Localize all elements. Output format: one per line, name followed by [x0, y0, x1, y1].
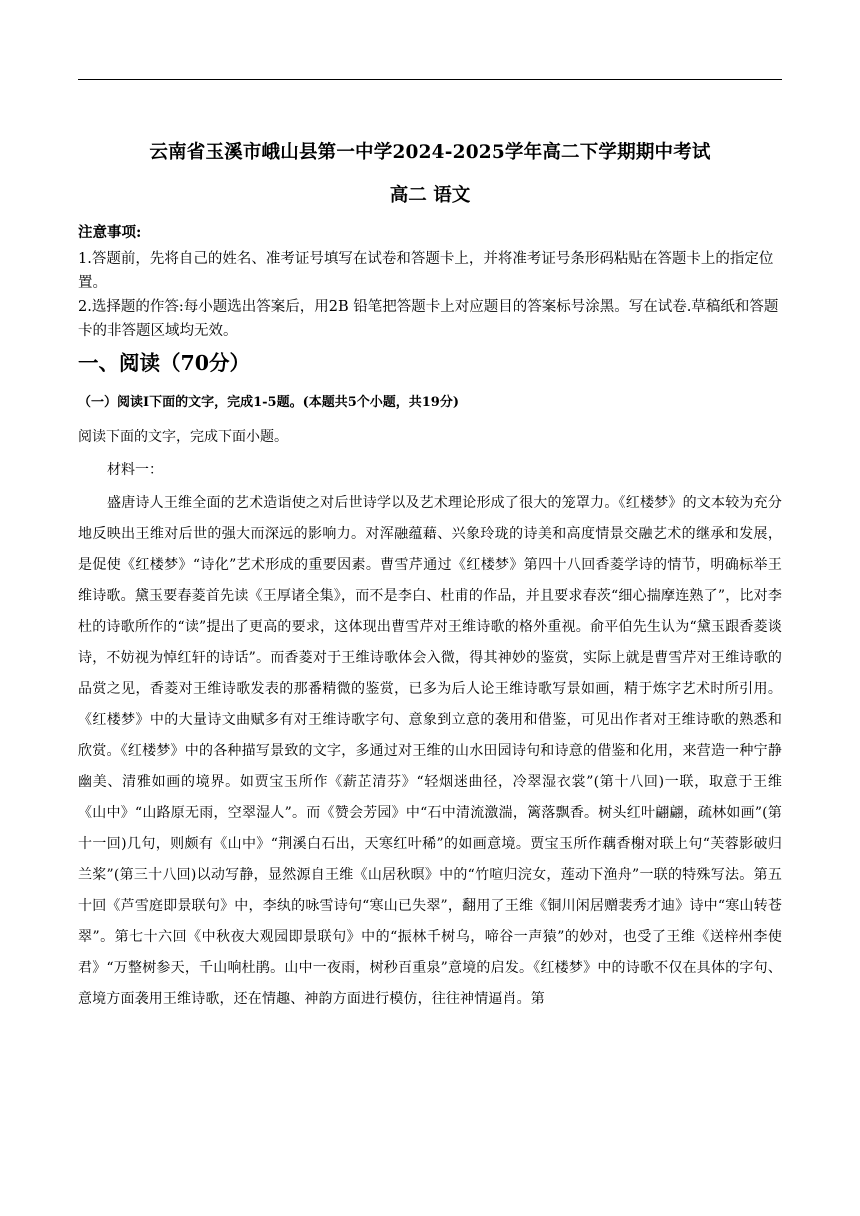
notice-item: 1.答题前，先将自己的姓名、准考证号填写在试卷和答题卡上，并将准考证号条形码粘贴在答题卡上的指定位置。 [78, 251, 774, 291]
header-rule [78, 79, 782, 80]
exam-title: 云南省玉溪市峨山县第一中学2024-2025学年高二下学期期中考试 [149, 142, 711, 163]
exam-subtitle: 高二 语文 [389, 185, 471, 206]
question-group-heading: （一）阅读Ⅰ下面的文字，完成1-5题。(本题共5个小题，共19分) [78, 395, 460, 410]
notice-item: 2.选择题的作答:每小题选出答案后，用2B 铅笔把答题卡上对应题目的答案标号涂黑。写在试卷.草稿纸和答题卡的非答题区域均无效。 [78, 299, 779, 339]
notice-heading: 注意事项: [78, 224, 142, 241]
material-label: 材料一： [107, 462, 163, 478]
section-heading: 一、阅读（70分） [78, 351, 251, 375]
reading-instruction: 阅读下面的文字，完成下面小题。 [78, 429, 288, 445]
reading-passage: 盛唐诗人王维全面的艺术造诣使之对后世诗学以及艺术理论形成了很大的笼罩力。《红楼梦》的文本较为充分地反映出王维对后世的强大而深远的影响力。对浑融蕴藉、兴象玲珑的诗美和高度情景交融艺术的继承和发展，是促使《红楼梦》“诗化”艺术形成的重要因素。曹雪芹通过《红楼梦》第四十八回香菱学诗的情节，明确标举王维诗歌。黛玉要春菱首先读《王厚诸全集》，而不是李白、杜甫的作品，并且要求春茨“细心揣摩连熟了”，比对李杜的诗歌所作的“读”提出了更高的要求，这体现出曹雪芹对王维诗歌的格外重视。俞平伯先生认为“黛玉跟香菱谈诗，不妨视为悼红轩的诗话”。而香菱对于王维诗歌体会入微，得其神妙的鉴赏，实际上就是曹雪芹对王维诗歌的品赏之见，香菱对王维诗歌发表的那番精微的鉴赏，已多为后人论王维诗歌写景如画，精于炼字艺术时所引用。《红楼梦》中的大量诗文曲赋多有对王维诗歌字句、意象到立意的袭用和借鉴，可见出作者对王维诗歌的熟悉和欣赏。《红楼梦》中的各种描写景致的文字，多通过对王维的山水田园诗句和诗意的借鉴和化用，来营造一种宁静幽美、清雅如画的境界。如贾宝玉所作《薪芷清芬》“轻烟迷曲径，冷翠湿衣裳”(第十八回)一联，取意于王维《山中》“山路原无雨，空翠湿人”。而《赞会芳园》中“石中清流激湍，篱落飘香。树头红叶翩翩，疏林如画”(第十一回)几句，则颇有《山中》“荆溪白石出，天寒红叶稀”的如画意境。贾宝玉所作藕香榭对联上句“芙蓉影破归兰桨”(第三十八回)以动写静，显然源自王维《山居秋暝》中的“竹喧归浣女，莲动下渔舟”一联的特殊写法。第五十回《芦雪庭即景联句》中，李纨的咏雪诗句“寒山已失翠”，翻用了王维《铜川闲居赠裴秀才迪》诗中“寒山转苍翠”。第七十六回《中秋夜大观园即景联句》中的“振林千树乌，啼谷一声猿”的妙对，也受了王维《送梓州李使君》“万整树参天，千山响杜鹃。山中一夜雨，树秒百重泉”意境的启发。《红楼梦》中的诗歌不仅在具体的字句、意境方面袭用王维诗歌，还在情趣、神韵方面进行模仿，往往神情逼肖。第 [78, 495, 782, 1007]
